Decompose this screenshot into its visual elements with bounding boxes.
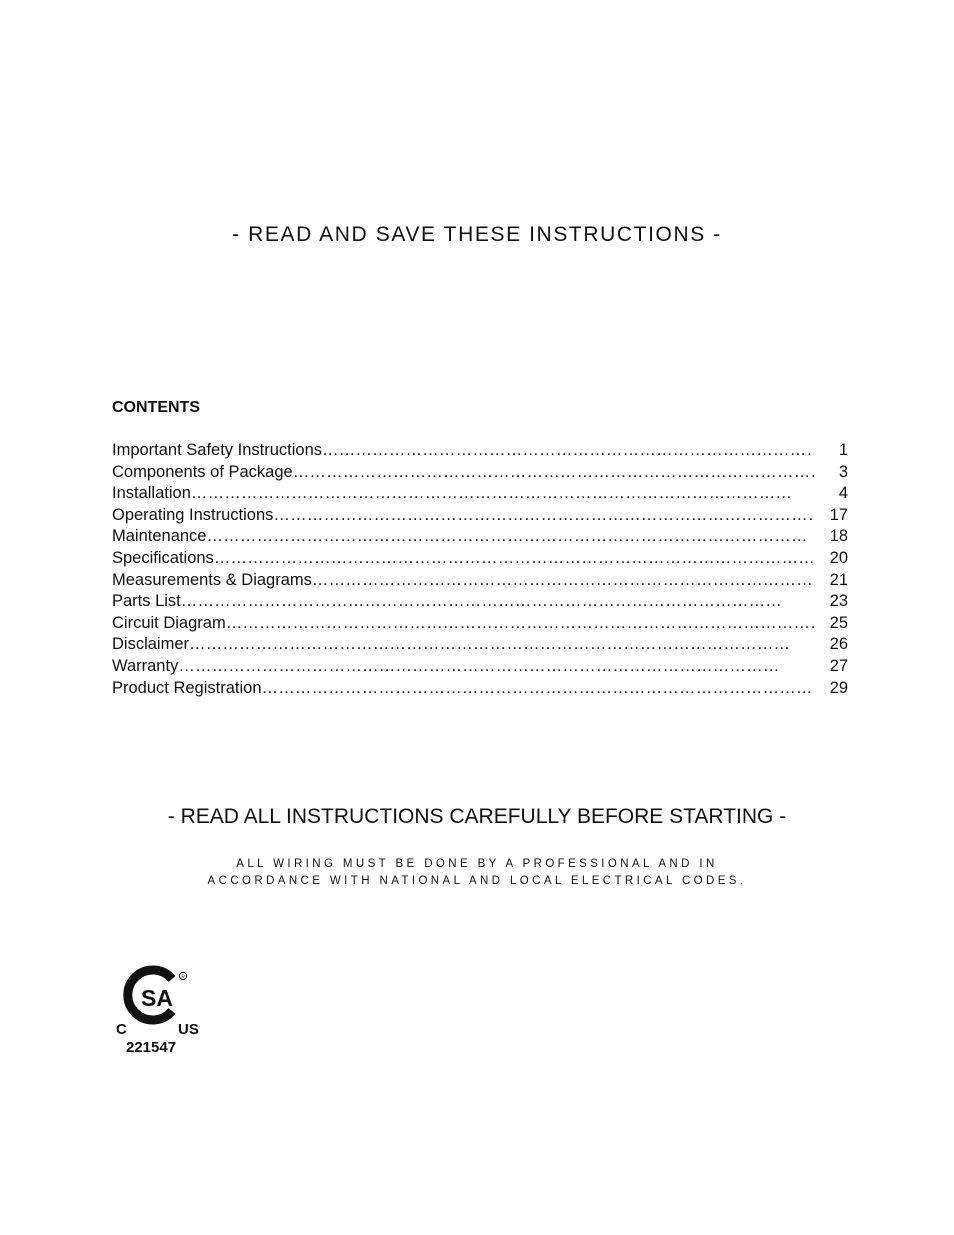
- toc-item-maintenance[interactable]: [112, 526, 848, 548]
- toc-item-page: 4: [838, 484, 848, 503]
- toc-item-specifications[interactable]: [112, 548, 848, 570]
- toc-leader-dots: [191, 483, 791, 505]
- toc-item-label: Installation: [112, 484, 191, 503]
- toc-item-label: Circuit Diagram: [112, 613, 226, 632]
- read-carefully-heading: - READ ALL INSTRUCTIONS CAREFULLY BEFORE STARTING -: [167, 805, 787, 828]
- table-of-contents: [112, 440, 848, 699]
- toc-item-installation[interactable]: [112, 483, 848, 505]
- toc-item-warranty[interactable]: [112, 656, 848, 678]
- wiring-notice: [0, 856, 954, 890]
- toc-leader-dots: [312, 570, 814, 592]
- toc-item-disclaimer[interactable]: [112, 634, 848, 656]
- wiring-notice-line-1: ALL WIRING MUST BE DONE BY A PROFESSIONAL AND IN: [236, 858, 718, 870]
- toc-item-label: Maintenance: [112, 527, 207, 546]
- toc-item-page: 20: [829, 548, 848, 567]
- toc-item-product-registration[interactable]: [112, 678, 848, 700]
- toc-item-page: 29: [829, 678, 848, 697]
- toc-item-page: 27: [829, 656, 848, 675]
- toc-leader-dots: [273, 505, 814, 527]
- toc-item-page: 21: [829, 570, 848, 589]
- toc-item-measurements[interactable]: [112, 570, 848, 592]
- toc-leader-dots: [214, 548, 814, 570]
- toc-item-operating[interactable]: [112, 505, 848, 527]
- toc-item-safety[interactable]: [112, 440, 848, 462]
- toc-leader-dots: [206, 526, 806, 548]
- certification-mark: [112, 965, 222, 1060]
- toc-item-label: Components of Package: [112, 462, 293, 481]
- toc-leader-dots: [293, 462, 814, 484]
- toc-item-page: 25: [829, 613, 848, 632]
- toc-leader-dots: [226, 613, 814, 635]
- toc-item-label: Disclaimer: [112, 635, 190, 654]
- toc-item-components[interactable]: [112, 462, 848, 484]
- csa-certification-icon: [122, 965, 192, 1025]
- toc-item-label: Operating Instructions: [112, 505, 274, 524]
- toc-item-page: 18: [829, 527, 848, 546]
- toc-item-label: Product Registration: [112, 678, 262, 697]
- toc-item-page: 23: [829, 592, 848, 611]
- toc-item-page: 17: [829, 505, 848, 524]
- toc-item-page: 3: [838, 462, 848, 481]
- toc-leader-dots: [178, 656, 778, 678]
- wiring-notice-line-2: ACCORDANCE WITH NATIONAL AND LOCAL ELECTRICAL CODES.: [207, 875, 747, 887]
- toc-item-circuit-diagram[interactable]: [112, 613, 848, 635]
- toc-leader-dots: [189, 634, 789, 656]
- instructions-heading: - READ AND SAVE THESE INSTRUCTIONS -: [232, 223, 722, 246]
- toc-item-label: Warranty: [112, 656, 179, 675]
- contents-title: CONTENTS: [112, 399, 200, 416]
- toc-leader-dots: [322, 440, 814, 462]
- toc-item-label: Specifications: [112, 548, 214, 567]
- toc-leader-dots: [262, 678, 815, 700]
- cert-logo-text: SA: [141, 985, 173, 1011]
- cert-country-c: C: [116, 1021, 127, 1038]
- toc-item-page: 26: [829, 635, 848, 654]
- toc-item-label: Measurements & Diagrams: [112, 570, 312, 589]
- toc-item-label: Important Safety Instructions: [112, 441, 323, 459]
- toc-item-page: 1: [838, 441, 848, 459]
- cert-number: 221547: [126, 1039, 177, 1056]
- toc-item-label: Parts List: [112, 592, 181, 611]
- svg-text:R: R: [181, 974, 185, 981]
- cert-country-us: US: [178, 1021, 199, 1038]
- toc-leader-dots: [181, 591, 781, 613]
- toc-item-parts-list[interactable]: [112, 591, 848, 613]
